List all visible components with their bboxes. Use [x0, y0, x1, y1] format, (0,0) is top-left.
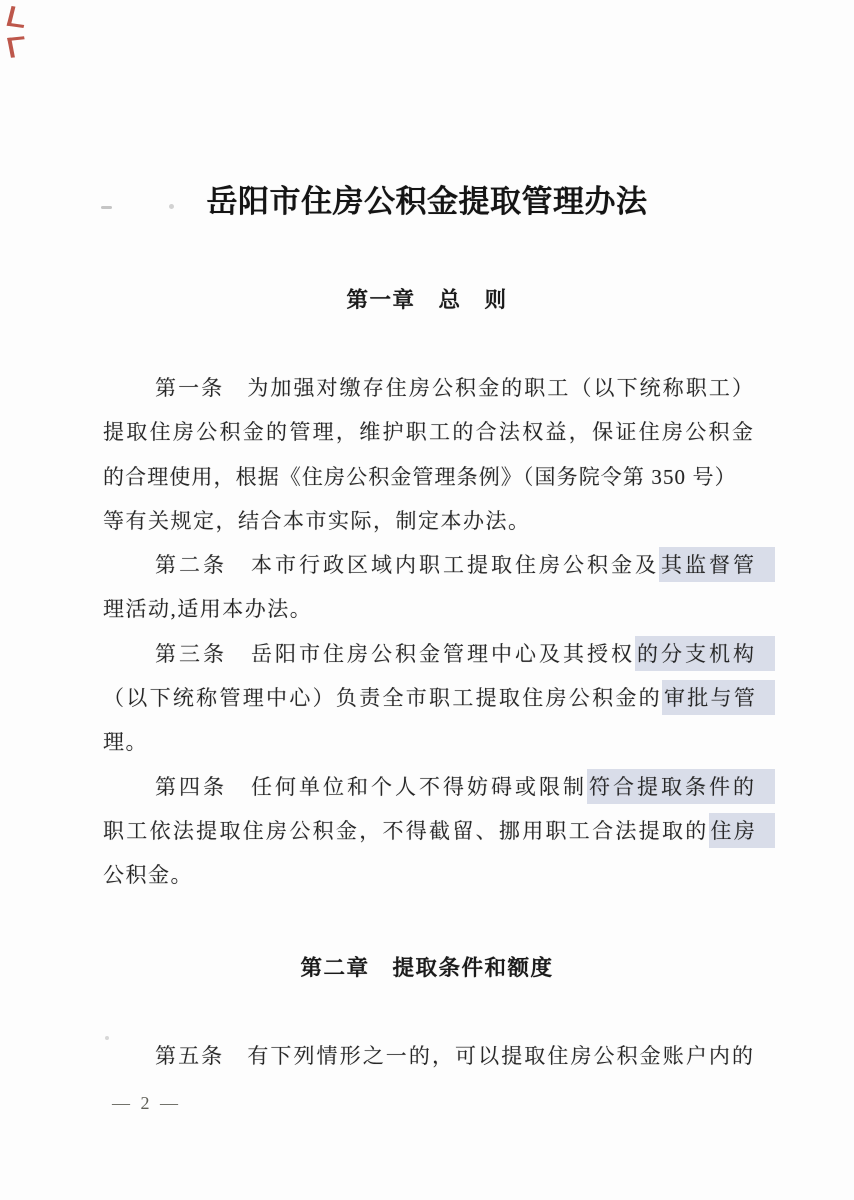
text-line: 等有关规定，结合本市实际，制定本办法。 [103, 508, 531, 533]
line-text: 职工依法提取住房公积金，不得截留、挪用职工合法提取的 [103, 818, 709, 843]
text-line: 提取住房公积金的管理，维护职工的合法权益，保证住房公积金 [103, 420, 756, 445]
red-scan-mark [7, 36, 28, 57]
text-line [103, 676, 758, 720]
text-line [103, 809, 758, 853]
text-line: 理活动,适用本办法。 [103, 597, 313, 622]
scan-highlight: 审批与管 [662, 680, 775, 715]
text-line [103, 632, 755, 676]
line-text: （以下统称管理中心）负责全市职工提取住房公积金的 [103, 686, 662, 711]
scan-highlight: 其监督管 [659, 547, 775, 582]
scan-highlight: 符合提取条件的 [587, 769, 775, 804]
scan-highlight: 住房 [709, 813, 776, 848]
text-line [103, 543, 755, 587]
chapter-2-body [103, 1034, 755, 1078]
line-text: 第四条 任何单位和个人不得妨碍或限制 [155, 774, 587, 799]
chapter-1-heading: 第一章 总 则 [346, 288, 508, 312]
line-text: 第二条 本市行政区域内职工提取住房公积金及 [155, 553, 659, 578]
document-title: 岳阳市住房公积金提取管理办法 [206, 184, 648, 219]
text-line [103, 765, 755, 809]
line-text: 第三条 岳阳市住房公积金管理中心及其授权 [155, 641, 635, 666]
text-line: 的合理使用，根据《住房公积金管理条例》（国务院令第 350 号） [103, 464, 737, 489]
text-line: 第五条 有下列情形之一的，可以提取住房公积金账户内的 [155, 1044, 756, 1068]
chapter-1-body [103, 366, 758, 898]
text-line: 公积金。 [103, 863, 193, 888]
page-number: — 2 — [112, 1093, 181, 1113]
chapter-2-heading: 第二章 提取条件和额度 [300, 956, 554, 980]
scan-highlight: 的分支机构 [635, 636, 775, 671]
red-scan-mark [7, 6, 29, 28]
text-line: 第一条 为加强对缴存住房公积金的职工（以下统称职工） [155, 376, 756, 400]
text-line: 理。 [103, 730, 148, 755]
